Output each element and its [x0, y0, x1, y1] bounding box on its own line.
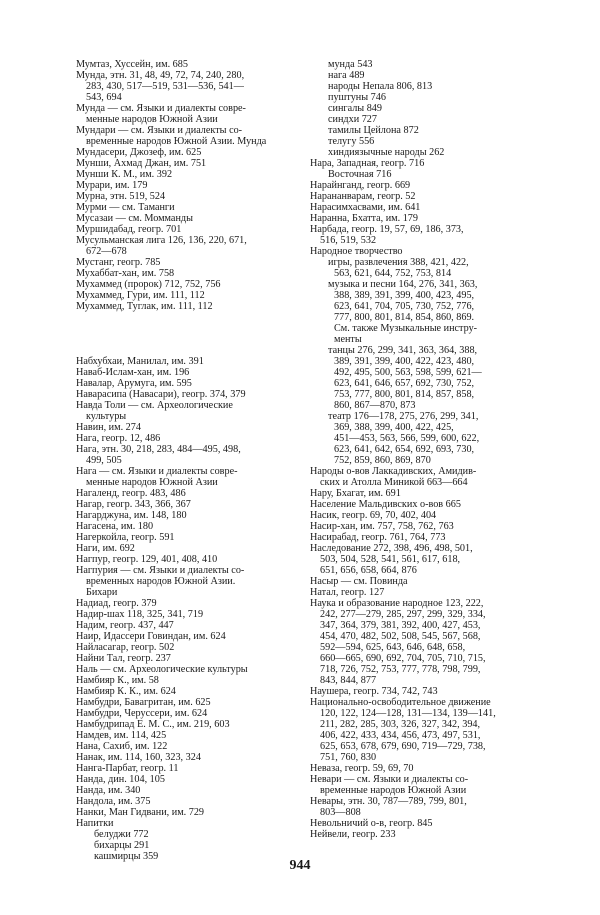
index-entry-continuation: 625, 653, 678, 679, 690, 719—729, 738, — [320, 741, 486, 752]
index-entry: Намбияр К., им. 58 — [76, 675, 159, 686]
index-entry-continuation: игры, развлечения 388, 421, 422, — [328, 257, 469, 268]
index-entry-continuation: 563, 621, 644, 752, 753, 814 — [334, 268, 452, 279]
index-entry-continuation: мунда 543 — [328, 59, 373, 70]
index-entry: Невольничий о-в, геогр. 845 — [310, 818, 433, 829]
index-entry: Насирабад, геогр. 761, 764, 773 — [310, 532, 446, 543]
index-entry-continuation: 718, 726, 752, 753, 777, 778, 798, 799, — [320, 664, 481, 675]
index-entry-continuation: 492, 495, 500, 563, 598, 599, 621— — [334, 367, 482, 378]
index-entry: Намбудри, Бавагритан, им. 625 — [76, 697, 211, 708]
index-entry: Наследование 272, 398, 496, 498, 501, — [310, 543, 473, 554]
index-entry: Мунда — см. Языки и диалекты совре- — [76, 103, 246, 114]
index-entry: Нагасена, им. 180 — [76, 521, 154, 532]
index-entry: Наваб-Ислам-хан, им. 196 — [76, 367, 190, 378]
index-entry: Наварасипа (Навасари), геогр. 374, 379 — [76, 389, 246, 400]
index-entry: Мухаммед, Туглак, им. 111, 112 — [76, 301, 213, 312]
index-entry-continuation: 499, 505 — [86, 455, 122, 466]
index-entry: Невари — см. Языки и диалекты со- — [310, 774, 469, 785]
index-entry-continuation: 120, 122, 124—128, 131—134, 139—141, — [320, 708, 496, 719]
index-entry: Народы о-вов Лаккадивских, Амидив- — [310, 466, 477, 477]
index-entry-continuation: 388, 389, 391, 399, 400, 423, 495, — [334, 290, 475, 301]
index-entry: Нарайнганд, геогр. 669 — [310, 180, 411, 191]
index-entry: Национально-освободительное движение — [310, 697, 491, 708]
index-entry: Мухаммед, Гури, им. 111, 112 — [76, 290, 205, 301]
index-entry: Мумтаз, Хуссейн, им. 685 — [76, 59, 188, 70]
index-entry-continuation: телугу 556 — [328, 136, 375, 147]
index-entry: Мустанг, геогр. 785 — [76, 257, 161, 268]
index-entry: Нанга-Парбат, геогр. 11 — [76, 763, 179, 774]
index-entry-continuation: 803—808 — [320, 807, 361, 818]
index-entry: Насир-хан, им. 757, 758, 762, 763 — [310, 521, 454, 532]
index-entry-continuation: 283, 430, 517—519, 531—536, 541— — [86, 81, 244, 92]
index-entry: Нагаленд, геогр. 483, 486 — [76, 488, 186, 499]
index-entry-continuation: временных народов Южной Азии. — [86, 576, 236, 587]
index-entry: Нанда, им. 340 — [76, 785, 141, 796]
index-entry-continuation: 451—453, 563, 566, 599, 600, 622, — [334, 433, 480, 444]
index-entry: Неваза, геогр. 59, 69, 70 — [310, 763, 414, 774]
index-entry: Напитки — [76, 818, 114, 829]
index-entry-continuation: 211, 282, 285, 303, 326, 327, 342, 394, — [320, 719, 481, 730]
index-entry-continuation: сингалы 849 — [328, 103, 382, 114]
index-entry-continuation: временные народов Южной Азии. Мунда — [86, 136, 267, 147]
index-entry-continuation: 623, 641, 646, 657, 692, 730, 752, — [334, 378, 475, 389]
index-entry-continuation: временные народов Южной Азии — [320, 785, 467, 796]
index-entry: Нага, этн. 30, 218, 283, 484—495, 498, — [76, 444, 241, 455]
index-entry: Мусульманская лига 126, 136, 220, 671, — [76, 235, 247, 246]
index-entry-continuation: нага 489 — [328, 70, 365, 81]
index-entry-continuation: 503, 504, 528, 541, 561, 617, 618, — [320, 554, 461, 565]
index-entry: Нагпур, геогр. 129, 401, 408, 410 — [76, 554, 218, 565]
index-entry: Население Мальдивских о-вов 665 — [310, 499, 461, 510]
index-entry-continuation: 777, 800, 801, 814, 854, 860, 869. — [334, 312, 475, 323]
index-entry-continuation: Бихари — [86, 587, 118, 598]
index-entry-continuation: 369, 388, 399, 400, 422, 425, — [334, 422, 454, 433]
index-entry-continuation: бихарцы 291 — [94, 840, 150, 851]
index-entry: Нара, Западная, геогр. 716 — [310, 158, 425, 169]
index-entry: Нарананварам, геогр. 52 — [310, 191, 416, 202]
index-entry: Наир, Идассери Говиндан, им. 624 — [76, 631, 226, 642]
index-entry: Нагпурия — см. Языки и диалекты со- — [76, 565, 245, 576]
index-entry: Нага — см. Языки и диалекты совре- — [76, 466, 238, 477]
index-entry: Невары, этн. 30, 787—789, 799, 801, — [310, 796, 467, 807]
index-entry-continuation: 592—594, 625, 643, 646, 648, 658, — [320, 642, 466, 653]
index-entry: Нагеркойла, геогр. 591 — [76, 532, 175, 543]
index-entry-continuation: 406, 422, 433, 434, 456, 473, 497, 531, — [320, 730, 481, 741]
index-column-left — [76, 59, 301, 862]
index-entry-continuation: Восточная 716 — [328, 169, 392, 180]
section-gap — [76, 312, 301, 356]
index-entry: Навин, им. 274 — [76, 422, 141, 433]
index-entry-continuation: 623, 641, 642, 654, 692, 693, 730, — [334, 444, 475, 455]
index-entry: Нарасимхасвами, им. 641 — [310, 202, 421, 213]
index-entry-continuation: 660—665, 690, 692, 704, 705, 710, 715, — [320, 653, 486, 664]
index-entry: Натал, геогр. 127 — [310, 587, 385, 598]
index-entry: Нару, Бхагат, им. 691 — [310, 488, 401, 499]
index-entry: Мунши, Ахмад Джан, им. 751 — [76, 158, 207, 169]
index-entry: Наги, им. 692 — [76, 543, 135, 554]
index-entry: Мухаббат-хан, им. 758 — [76, 268, 175, 279]
index-entry: Нага, геогр. 12, 486 — [76, 433, 161, 444]
index-entry-continuation: менные народов Южной Азии — [86, 477, 218, 488]
index-entry: Надир-шах 118, 325, 341, 719 — [76, 609, 204, 620]
index-entry: Мурми — см. Таманги — [76, 202, 175, 213]
index-entry: Надиад, геогр. 379 — [76, 598, 157, 609]
index-entry: Наранна, Бхатта, им. 179 — [310, 213, 418, 224]
index-entry: Найни Тал, геогр. 237 — [76, 653, 171, 664]
index-entry-continuation: театр 176—178, 275, 276, 299, 341, — [328, 411, 479, 422]
index-entry-continuation: 860, 867—870, 873 — [334, 400, 416, 411]
index-entry-continuation: музыка и песни 164, 276, 341, 363, — [328, 279, 478, 290]
index-column-right — [310, 59, 532, 840]
index-entry: Нейвели, геогр. 233 — [310, 829, 396, 840]
index-entry: Нанки, Ман Гидвани, им. 729 — [76, 807, 205, 818]
index-entry: Нандола, им. 375 — [76, 796, 151, 807]
index-entry-continuation: 389, 391, 399, 400, 422, 423, 480, — [334, 356, 475, 367]
index-entry: Наль — см. Археологические культуры — [76, 664, 248, 675]
index-entry-continuation: синдхи 727 — [328, 114, 377, 125]
index-entry: Намдев, им. 114, 425 — [76, 730, 167, 741]
index-entry-continuation: пуштуны 746 — [328, 92, 386, 103]
index-entry: Намбудри, Черуссери, им. 624 — [76, 708, 208, 719]
index-entry-continuation: народы Непала 806, 813 — [328, 81, 433, 92]
index-entry: Навалар, Арумуга, им. 595 — [76, 378, 192, 389]
index-entry-continuation: белуджи 772 — [94, 829, 149, 840]
index-entry-continuation: 543, 694 — [86, 92, 122, 103]
index-entry-continuation: 843, 844, 877 — [320, 675, 377, 686]
page-number: 944 — [289, 858, 311, 873]
index-entry-continuation: менные народов Южной Азии — [86, 114, 218, 125]
index-entry-continuation: 752, 859, 860, 869, 870 — [334, 455, 431, 466]
index-entry: Мурари, им. 179 — [76, 180, 148, 191]
index-entry: Нанда, дин. 104, 105 — [76, 774, 165, 785]
index-entry: Насыр — см. Повинда — [310, 576, 408, 587]
index-entry-continuation: 454, 470, 482, 502, 508, 545, 567, 568, — [320, 631, 481, 642]
index-entry: Навда Толи — см. Археологические — [76, 400, 233, 411]
index-entry: Мунши К. М., им. 392 — [76, 169, 173, 180]
index-entry: Нанак, им. 114, 160, 323, 324 — [76, 752, 201, 763]
index-entry: Мунда, этн. 31, 48, 49, 72, 74, 240, 280, — [76, 70, 245, 81]
index-entry-continuation: хиндиязычные народы 262 — [328, 147, 445, 158]
index-entry-continuation: культуры — [86, 411, 127, 422]
index-entry: Мундасери, Джозеф, им. 625 — [76, 147, 202, 158]
index-entry: Мусазаи — см. Момманды — [76, 213, 193, 224]
index-entry-continuation: 672—678 — [86, 246, 127, 257]
index-entry-continuation: танцы 276, 299, 341, 363, 364, 388, — [328, 345, 478, 356]
index-entry-continuation: 751, 760, 830 — [320, 752, 377, 763]
index-entry: Намбудрипад Е. М. С., им. 219, 603 — [76, 719, 230, 730]
index-entry-continuation: ских и Атолла Миникой 663—664 — [320, 477, 468, 488]
index-entry-continuation: 651, 656, 658, 664, 876 — [320, 565, 417, 576]
index-entry-continuation: См. также Музыкальные инстру- — [334, 323, 478, 334]
index-entry: Мундари — см. Языки и диалекты со- — [76, 125, 243, 136]
index-entry: Набхубхаи, Манилал, им. 391 — [76, 356, 204, 367]
index-entry: Нагарджуна, им. 148, 180 — [76, 510, 187, 521]
index-entry-continuation: кашмирцы 359 — [94, 851, 159, 862]
index-entry: Намбияр К. К., им. 624 — [76, 686, 176, 697]
index-entry: Насик, геогр. 69, 70, 402, 404 — [310, 510, 437, 521]
index-entry-continuation: менты — [334, 334, 362, 345]
index-entry: Наука и образование народное 123, 222, — [310, 598, 484, 609]
index-entry-continuation: тамилы Цейлона 872 — [328, 125, 419, 136]
index-entry-continuation: 516, 519, 532 — [320, 235, 377, 246]
index-entry-continuation: 347, 364, 379, 381, 392, 400, 427, 453, — [320, 620, 481, 631]
index-entry: Мурна, этн. 519, 524 — [76, 191, 166, 202]
index-entry-continuation: 753, 777, 800, 801, 814, 857, 858, — [334, 389, 475, 400]
index-entry: Нарбада, геогр. 19, 57, 69, 186, 373, — [310, 224, 464, 235]
index-entry-continuation: 623, 641, 704, 705, 730, 752, 776, — [334, 301, 475, 312]
index-entry: Нагар, геогр. 343, 366, 367 — [76, 499, 191, 510]
index-entry-continuation: 242, 277—279, 285, 297, 299, 329, 334, — [320, 609, 486, 620]
index-entry: Муршидабад, геогр. 701 — [76, 224, 182, 235]
index-entry: Нана, Сахиб, им. 122 — [76, 741, 168, 752]
index-entry: Народное творчество — [310, 246, 403, 257]
index-entry: Найласагар, геогр. 502 — [76, 642, 175, 653]
index-entry: Надим, геогр. 437, 447 — [76, 620, 174, 631]
index-entry: Наушера, геогр. 734, 742, 743 — [310, 686, 438, 697]
index-entry: Мухаммед (пророк) 712, 752, 756 — [76, 279, 221, 290]
